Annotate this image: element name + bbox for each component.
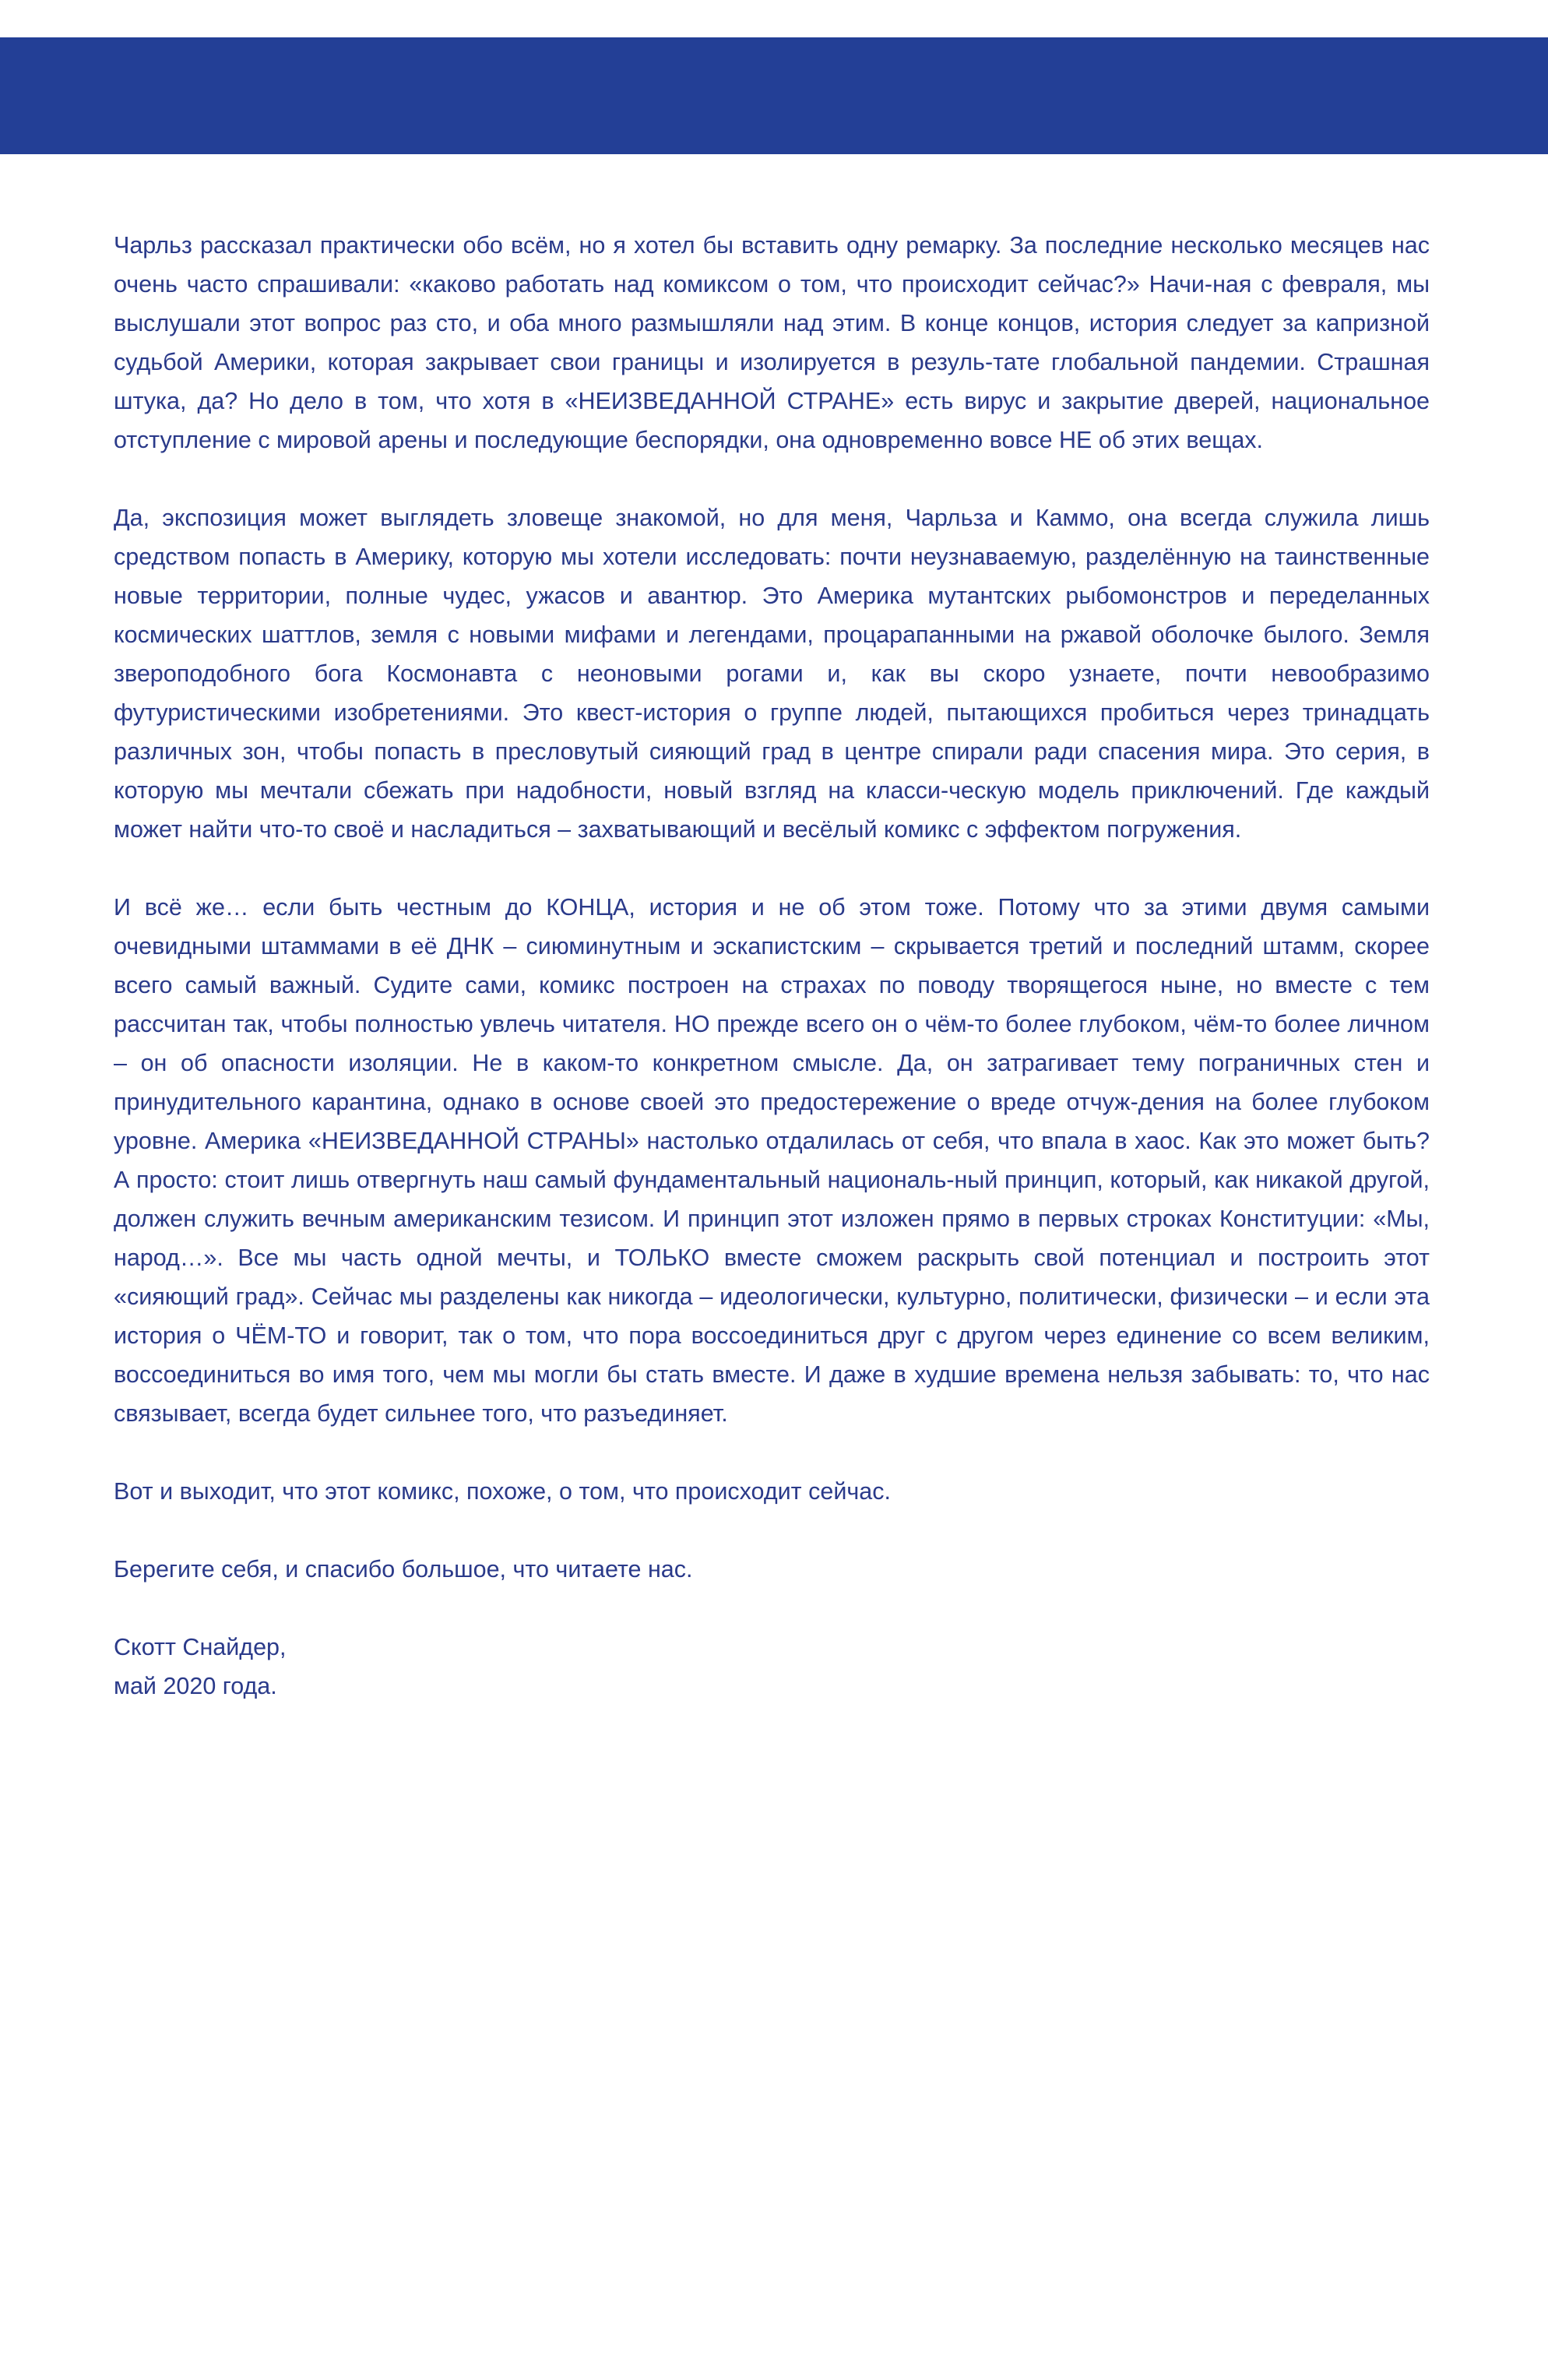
paragraph-1: Чарльз рассказал практически обо всём, но я хотел бы вставить одну ремарку. За последние несколько месяцев нас очень часто спрашивали: «каково работать над комиксом о том, что происходит сейчас?» Начи-ная с февраля, мы выслушали этот вопрос раз сто, и оба много размышляли над этим. В конце концов, история следует за капризной судьбой Америки, которая закрывает свои границы и изолируется в резуль-тате глобальной пандемии. Страшная штука, да? Но дело в том, что хотя в «НЕИЗВЕДАННОЙ СТРАНЕ» есть вирус и закрытие дверей, национальное отступление с мировой арены и последующие беспорядки, она одновременно вовсе НЕ об этих вещах. [114,232,1430,453]
signature [114,1628,1430,1706]
paragraph-2: Да, экспозиция может выглядеть зловеще знакомой, но для меня, Чарльза и Каммо, она всегда служила лишь средством попасть в Америку, которую мы хотели исследовать: почти неузнаваемую, разделённую на таинственные новые территории, полные чудес, ужасов и авантюр. Это Америка мутантских рыбомонстров и переделанных космических шаттлов, земля с новыми мифами и легендами, процарапанными на ржавой оболочке былого. Земля звероподобного бога Космонавта с неоновыми рогами и, как вы скоро узнаете, почти невообразимо футуристическими изобретениями. Это квест-история о группе людей, пытающихся пробиться через тринадцать различных зон, чтобы попасть в пресловутый сияющий град в центре спирали ради спасения мира. Это серия, в которую мы мечтали сбежать при надобности, новый взгляд на класси-ческую модель приключений. Где каждый может найти что-то своё и насладиться – захватывающий и весёлый комикс с эффектом погружения. [114,505,1430,843]
header-band [0,37,1548,154]
paragraph-3: И всё же… если быть честным до КОНЦА, история и не об этом тоже. Потому что за этими двумя самыми очевидными штаммами в её ДНК – сиюминутным и эскапистским – скрывается третий и последний штамм, скорее всего самый важный. Судите сами, комикс построен на страхах по поводу творящегося ныне, но вместе с тем рассчитан так, чтобы полностью увлечь читателя. НО прежде всего он о чём-то более глубоком, чём-то более личном – он об опасности изоляции. Не в каком-то конкретном смысле. Да, он затрагивает тему пограничных стен и принудительного карантина, однако в основе своей это предостережение о вреде отчуж-дения на более глубоком уровне. Америка «НЕИЗВЕДАННОЙ СТРАНЫ» настолько отдалилась от себя, что впала в хаос. Как это может быть? А просто: стоит лишь отвергнуть наш самый фундаментальный националь-ный принцип, который, как никакой другой, должен служить вечным американским тезисом. И принцип этот изложен прямо в первых строках Конституции: «Мы, народ…». Все мы часть одной мечты, и ТОЛЬКО вместе сможем раскрыть свой потенциал и построить этот «сияющий град». Сейчас мы разделены как никогда – идеологически, культурно, политически, физически – и если эта история о ЧЁМ-ТО и говорит, так о том, что пора воссоединиться друг с другом через единение со всем великим, воссоединиться во имя того, чем мы могли бы стать вместе. И даже в худшие времена нельзя забывать: то, что нас связывает, всегда будет сильнее того, что разъединяет. [114,894,1430,1427]
article-body [114,226,1430,1706]
signature-date: май 2020 года. [114,1673,277,1699]
paragraph-5: Берегите себя, и спасибо большое, что читаете нас. [114,1556,693,1583]
author-name: Скотт Снайдер, [114,1634,287,1660]
paragraph-4: Вот и выходит, что этот комикс, похоже, о том, что происходит сейчас. [114,1478,891,1505]
